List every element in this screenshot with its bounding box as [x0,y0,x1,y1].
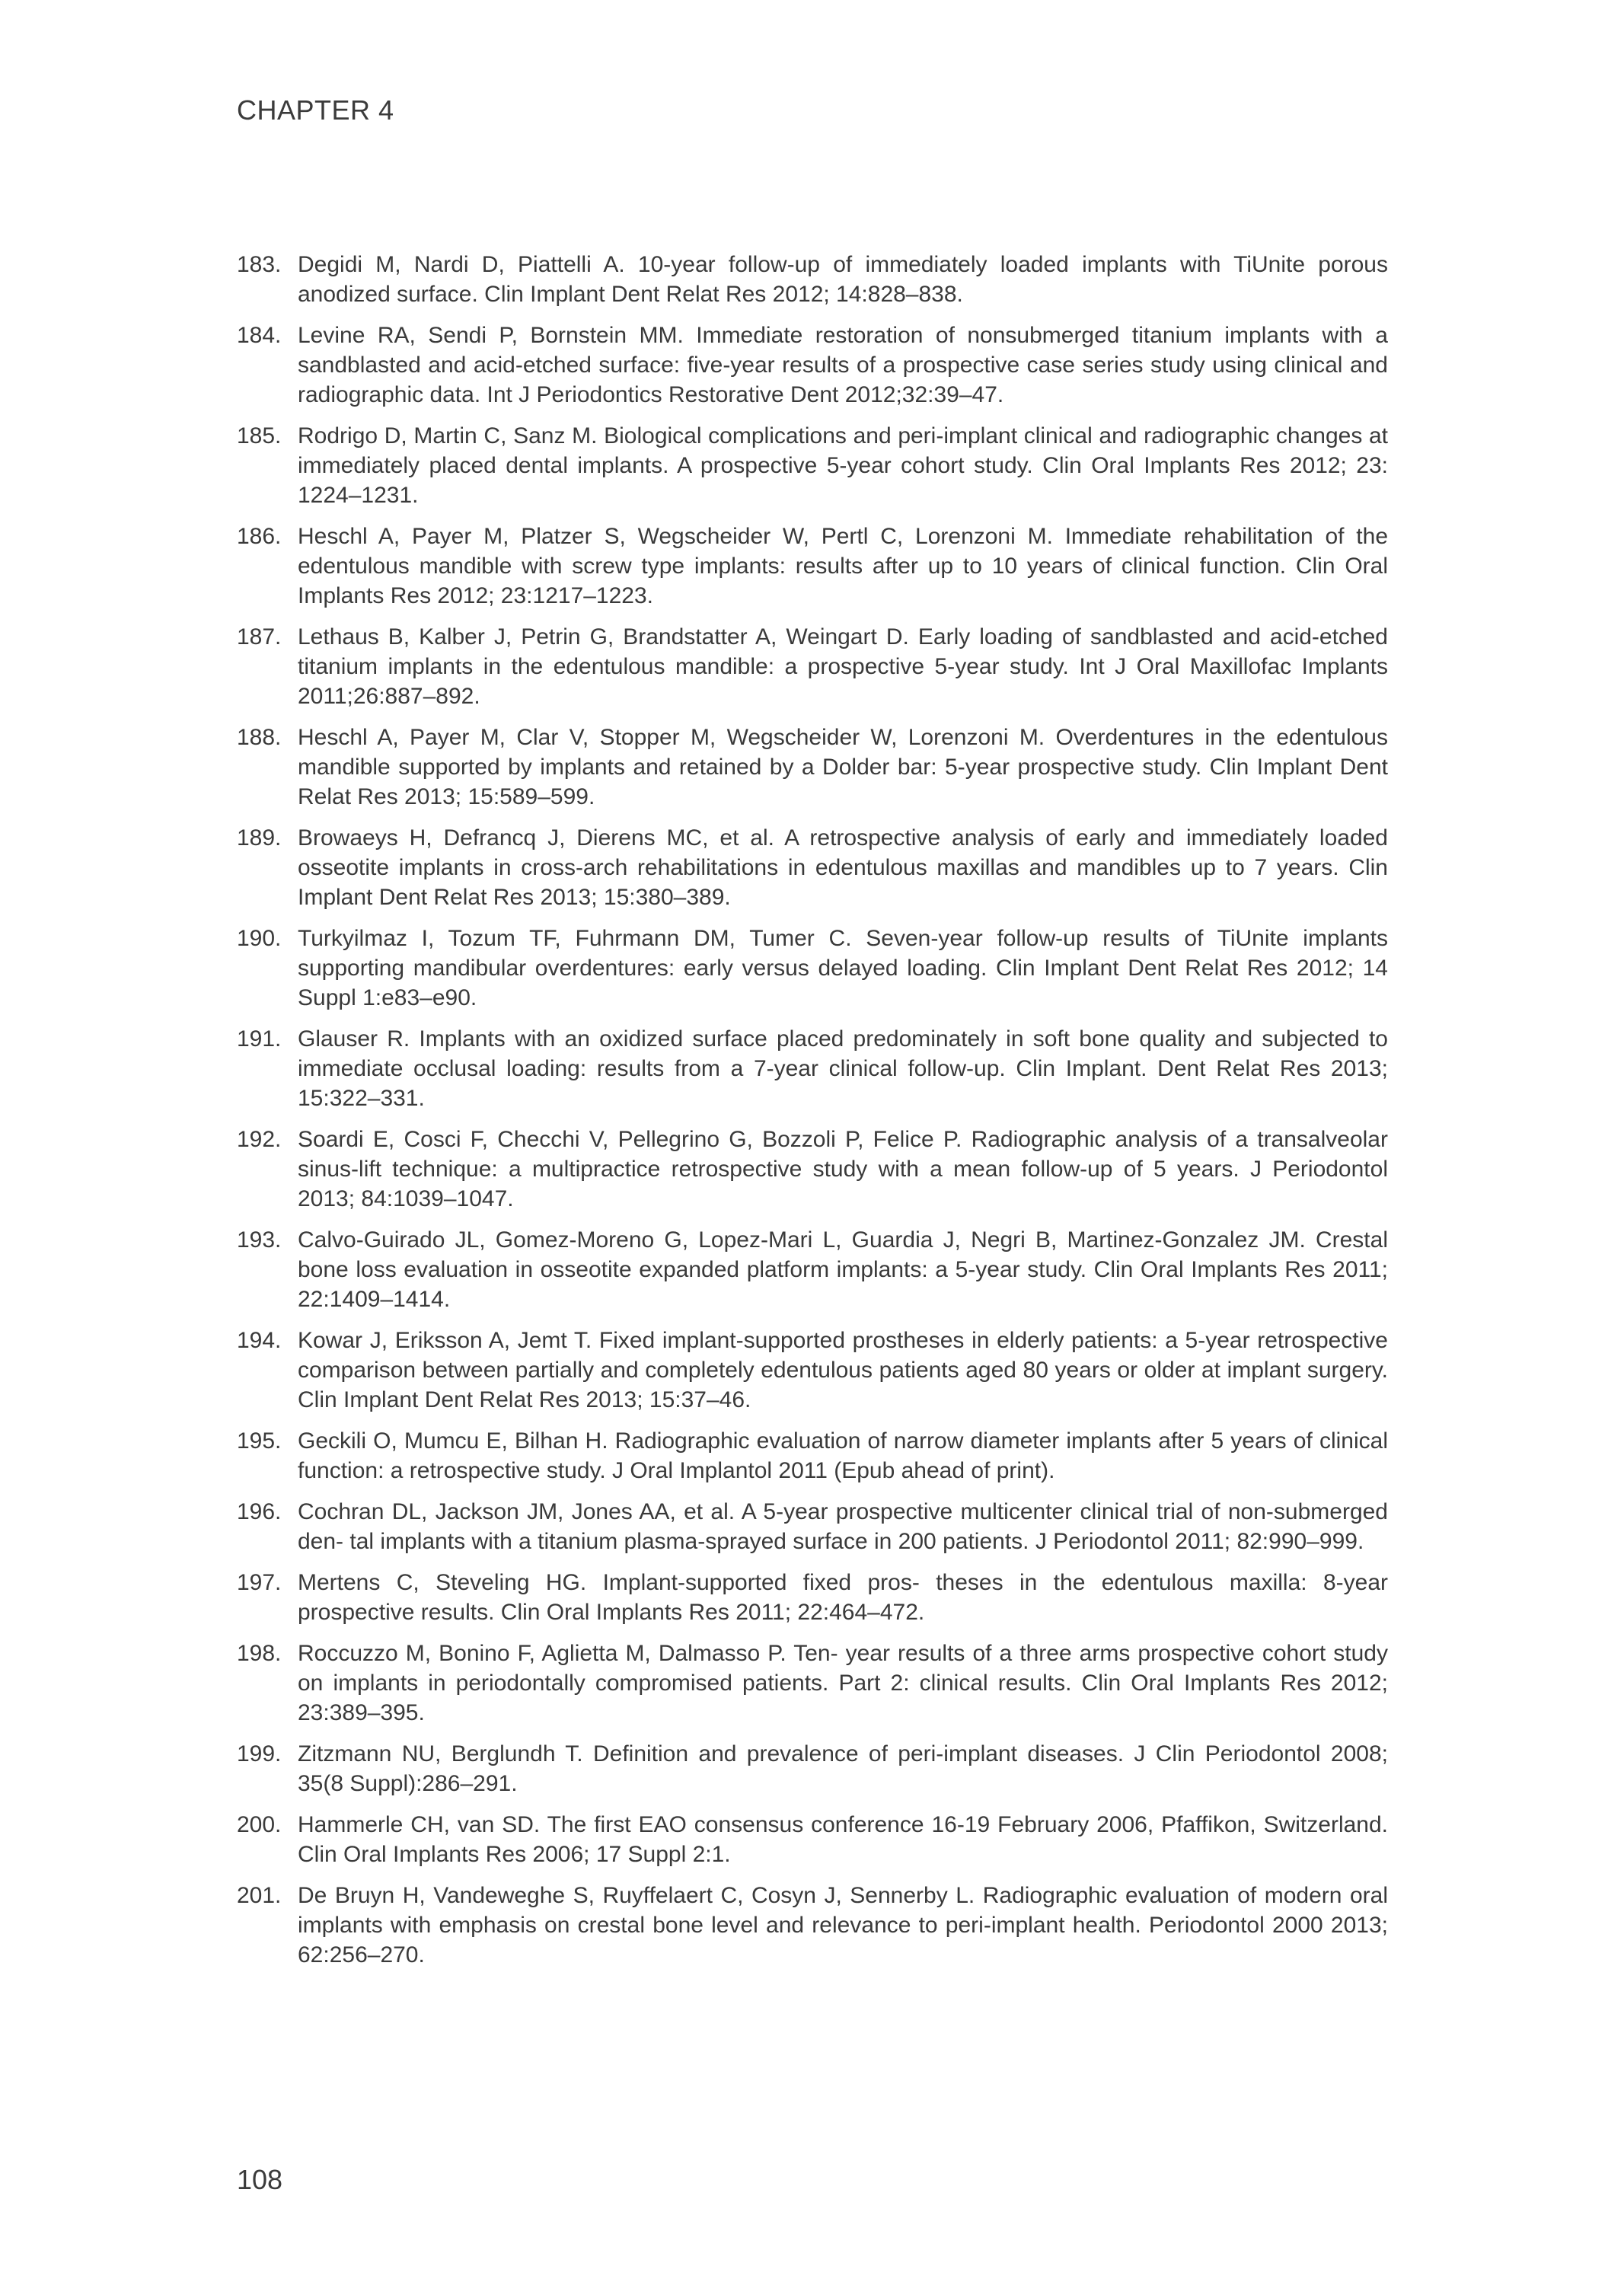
reference-number: 193. [237,1227,282,1253]
reference-text: Hammerle CH, van SD. The first EAO consensus conference 16-19 February 2006, Pfaffikon, Switzerland. Clin Oral Implants Res 2006; 17 Suppl 2:1. [298,1812,1388,1867]
reference-text: Geckili O, Mumcu E, Bilhan H. Radiographic evaluation of narrow diameter implants after 5 years of clinical function: a retrospective study. J Oral Implantol 2011 (Epub ahead of print). [298,1428,1388,1483]
reference-item [237,1568,1388,1627]
reference-number: 184. [237,323,282,348]
reference-text: Soardi E, Cosci F, Checchi V, Pellegrino G, Bozzoli P, Felice P. Radiographic analysis of a transalveolar sinus-lift technique: a multipractice retrospective study with a mean follow-up of 5 years. J Periodontol 2013; 84:1039–1047. [298,1127,1388,1211]
reference-item [237,1639,1388,1728]
reference-item [237,622,1388,711]
reference-item [237,1024,1388,1113]
reference-number: 191. [237,1026,282,1052]
chapter-header: CHAPTER 4 [237,94,394,126]
reference-item [237,1881,1388,1970]
reference-number: 189. [237,825,282,850]
reference-item [237,1739,1388,1798]
reference-number: 190. [237,926,282,951]
reference-number: 194. [237,1328,282,1353]
reference-text: Mertens C, Steveling HG. Implant-supported fixed pros- theses in the edentulous maxilla: 8-year prospective results. Clin Oral Implants Res 2011; 22:464–472. [298,1570,1388,1625]
page-number: 108 [237,2164,283,2195]
reference-text: Roccuzzo M, Bonino F, Aglietta M, Dalmasso P. Ten- year results of a three arms prospective cohort study on implants in periodontally compromised patients. Part 2: clinical results. Clin Oral Implants Res 2012; 23:389–395. [298,1641,1388,1725]
reference-item [237,421,1388,510]
reference-item [237,1497,1388,1556]
reference-item [237,1326,1388,1415]
reference-text: Rodrigo D, Martin C, Sanz M. Biological complications and peri-implant clinical and radiographic changes at immediately placed dental implants. A prospective 5-year cohort study. Clin Oral Implants Res 2012; 23: 1224–1231. [298,423,1388,508]
reference-item [237,250,1388,309]
reference-text: Cochran DL, Jackson JM, Jones AA, et al. A 5-year prospective multicenter clinical trial of non-submerged den- tal implants with a titanium plasma-sprayed surface in 200 patients. J Periodontol 2011; 82:990–999. [298,1499,1388,1554]
reference-number: 188. [237,725,282,750]
reference-text: Degidi M, Nardi D, Piattelli A. 10-year follow-up of immediately loaded implants with TiUnite porous anodized surface. Clin Implant Dent Relat Res 2012; 14:828–838. [298,252,1388,307]
reference-list [237,250,1388,1981]
reference-number: 185. [237,423,282,448]
reference-number: 201. [237,1883,282,1908]
reference-item [237,1225,1388,1314]
reference-item [237,723,1388,812]
reference-text: Heschl A, Payer M, Platzer S, Wegscheider W, Pertl C, Lorenzoni M. Immediate rehabilitation of the edentulous mandible with screw type implants: results after up to 10 years of clinical function. Clin Oral Implants Res 2012; 23:1217–1223. [298,524,1388,608]
reference-item [237,924,1388,1013]
reference-text: Turkyilmaz I, Tozum TF, Fuhrmann DM, Tumer C. Seven-year follow-up results of TiUnite implants supporting mandibular overdentures: early versus delayed loading. Clin Implant Dent Relat Res 2012; 14 Suppl 1:e83–e90. [298,926,1388,1010]
reference-text: Lethaus B, Kalber J, Petrin G, Brandstatter A, Weingart D. Early loading of sandblasted and acid-etched titanium implants in the edentulous mandible: a prospective 5-year study. Int J Oral Maxillofac Implants 2011;26:887–892. [298,624,1388,709]
reference-number: 197. [237,1570,282,1595]
reference-number: 186. [237,524,282,549]
reference-text: Kowar J, Eriksson A, Jemt T. Fixed implant-supported prostheses in elderly patients: a 5-year retrospective comparison between partially and completely edentulous patients aged 80 years or older at implant surgery. Clin Implant Dent Relat Res 2013; 15:37–46. [298,1328,1388,1412]
reference-item [237,1125,1388,1214]
reference-text: Browaeys H, Defrancq J, Dierens MC, et al. A retrospective analysis of early and immediately loaded osseotite implants in cross-arch rehabilitations in edentulous maxillas and mandibles up to 7 years. Clin Implant Dent Relat Res 2013; 15:380–389. [298,825,1388,910]
reference-item [237,823,1388,912]
reference-number: 198. [237,1641,282,1666]
reference-number: 195. [237,1428,282,1454]
reference-number: 200. [237,1812,282,1837]
reference-number: 187. [237,624,282,649]
reference-text: Calvo-Guirado JL, Gomez-Moreno G, Lopez-Mari L, Guardia J, Negri B, Martinez-Gonzalez JM. Crestal bone loss evaluation in osseotite expanded platform implants: a 5-year study. Clin Oral Implants Res 2011; 22:1409–1414. [298,1227,1388,1312]
reference-text: Glauser R. Implants with an oxidized surface placed predominately in soft bone quality and subjected to immediate occlusal loading: results from a 7-year clinical follow-up. Clin Implant. Dent Relat Res 2013; 15:322–331. [298,1026,1388,1111]
reference-text: Levine RA, Sendi P, Bornstein MM. Immediate restoration of nonsubmerged titanium implants with a sandblasted and acid-etched surface: five-year results of a prospective case series study using clinical and radiographic data. Int J Periodontics Restorative Dent 2012;32:39–47. [298,323,1388,407]
reference-item [237,321,1388,410]
reference-number: 199. [237,1741,282,1766]
reference-number: 196. [237,1499,282,1524]
reference-text: Heschl A, Payer M, Clar V, Stopper M, Wegscheider W, Lorenzoni M. Overdentures in the edentulous mandible supported by implants and retained by a Dolder bar: 5-year prospective study. Clin Implant Dent Relat Res 2013; 15:589–599. [298,725,1388,809]
reference-item [237,1426,1388,1486]
reference-text: Zitzmann NU, Berglundh T. Definition and prevalence of peri-implant diseases. J Clin Periodontol 2008; 35(8 Suppl):286–291. [298,1741,1388,1796]
reference-number: 183. [237,252,282,277]
reference-item [237,522,1388,611]
reference-number: 192. [237,1127,282,1152]
reference-item [237,1810,1388,1869]
reference-text: De Bruyn H, Vandeweghe S, Ruyffelaert C, Cosyn J, Sennerby L. Radiographic evaluation of modern oral implants with emphasis on crestal bone level and relevance to peri-implant health. Periodontol 2000 2013; 62:256–270. [298,1883,1388,1967]
